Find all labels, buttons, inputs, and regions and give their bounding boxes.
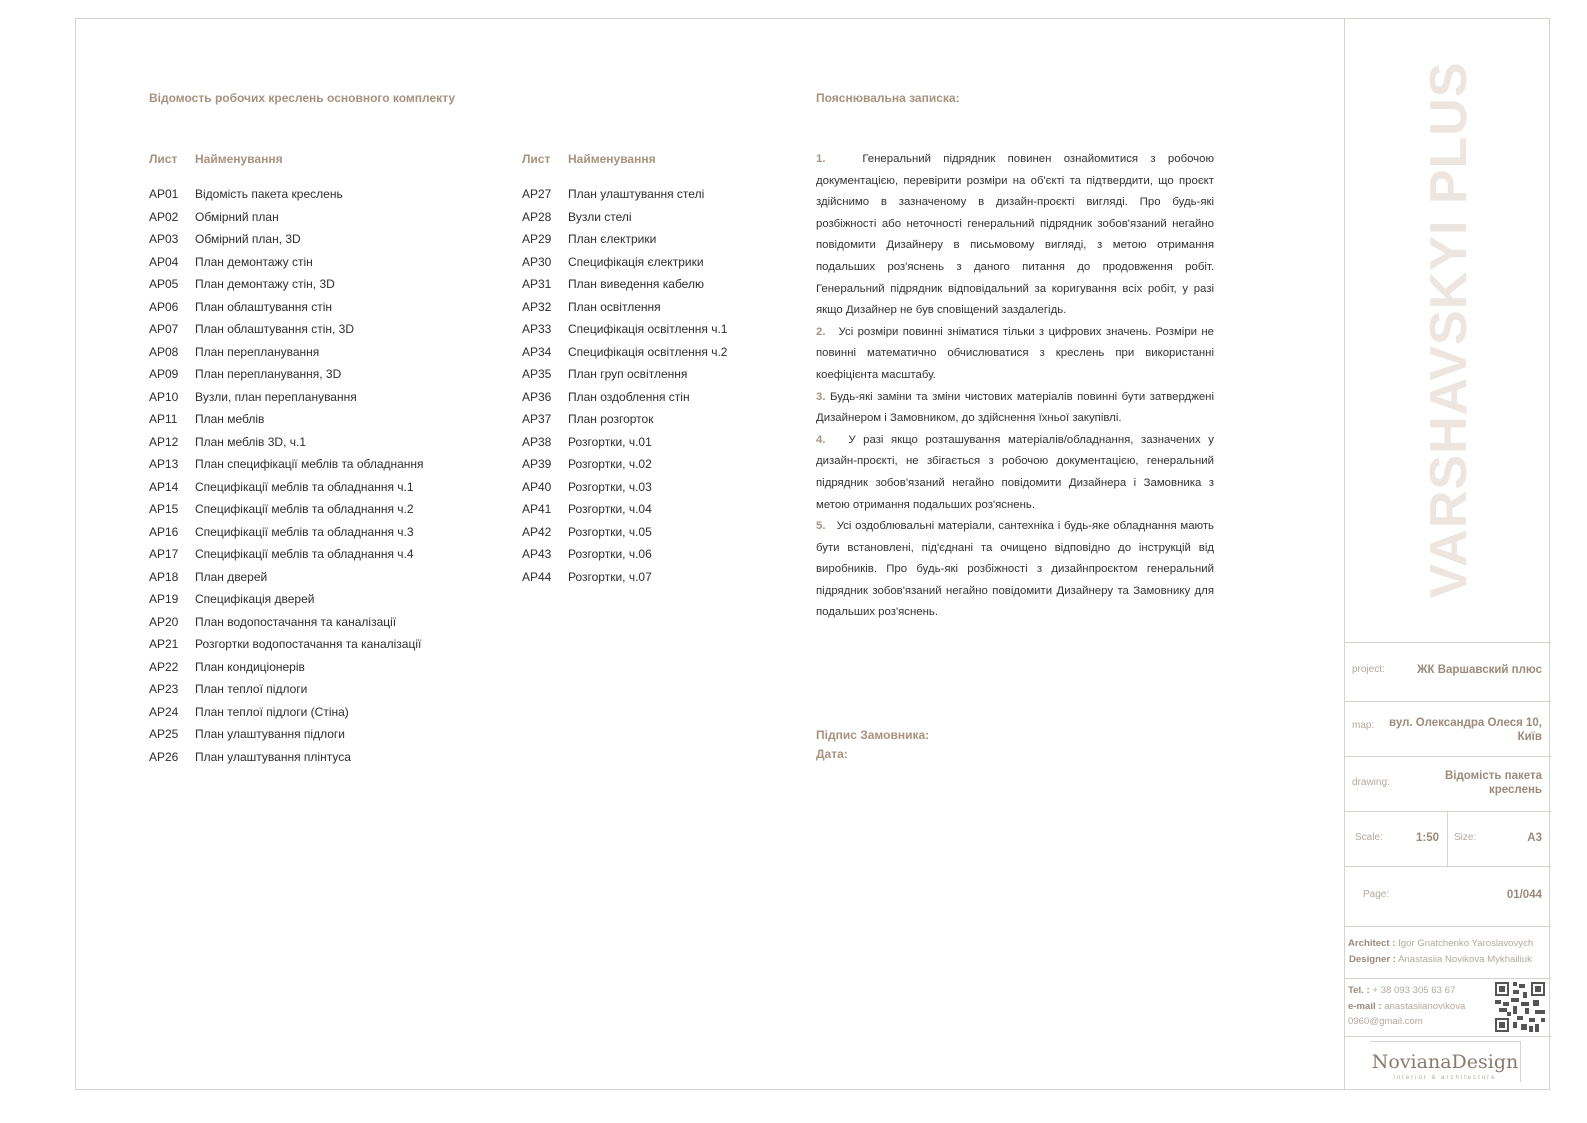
sheet-code: АР40 (522, 479, 552, 494)
sheet-code: АР01 (149, 187, 179, 201)
sheet-name: План демонтажу стін, 3D (195, 277, 335, 291)
sheet-name: Вузли, план перепланування (195, 389, 357, 404)
sheet-name: План теплої підлоги (Стіна) (195, 704, 349, 719)
sheet-name: Специфікації меблів та обладнання ч.4 (195, 547, 414, 561)
sheet-code: АР05 (149, 277, 179, 291)
sheet-name: План демонтажу стін (195, 254, 313, 269)
sheet-list-row (149, 521, 424, 544)
note-item: 4. У разі якщо розташування матеріалів/обладнання, зазначених у дизайн-проєкті, не збігається з робочою документацією, генеральний підрядник зобов'язаний негайно повідомити Дизайнера і Замовника з метою отримання подальших роз'яснень. (816, 433, 1214, 511)
contact-tel: Tel. : + 38 093 305 63 67 (1348, 985, 1456, 996)
sheet-name: Специфікація освітлення ч.2 (568, 344, 728, 359)
sheet-code: АР07 (149, 322, 179, 336)
sheet-name: Обмірний план (195, 209, 279, 224)
sheet-code: АР44 (522, 569, 552, 584)
sheet-name: План перепланування, 3D (195, 367, 342, 381)
notes-title: Пояснювальна записка: (816, 91, 960, 105)
sheet-list-row (149, 723, 424, 746)
sheet-name: Розгортки, ч.03 (568, 479, 652, 494)
logo-text: NovianaDesign (1371, 1051, 1519, 1073)
sheet-code: АР39 (522, 457, 552, 471)
sheet-list-row (149, 678, 424, 701)
sheet-list-row (149, 318, 424, 341)
sheet-list-row (522, 543, 727, 566)
explanatory-notes (816, 149, 1214, 624)
sheet-code: АР26 (149, 749, 179, 764)
sheet-list-row (522, 521, 727, 544)
sheet-list-row (522, 498, 727, 521)
sheet-name: Відомість пакета креслень (195, 187, 343, 201)
sheet-code: АР27 (522, 187, 552, 201)
date-label: Дата: (816, 747, 848, 761)
sheet-code: АР18 (149, 569, 179, 584)
left-sheet-list (149, 183, 424, 768)
drawing-label: drawing: (1352, 777, 1390, 788)
sheet-list-row (149, 701, 424, 724)
note-item: 1. Генеральний підрядник повинен ознайомитися з робочою документацією, перевірити розміри на об'єкті та підтвердити, що проєкт здійснимо в зазначеному в дизайн-проєкті вигляді. Про будь-які розбіжності або неточності генеральний підрядник зобов'язаний негайно повідомити Дизайнеру в письмовому вигляді, з метою отримання подальших роз'яснень з даного питання до продовження робіт. Генеральний підрядник відповідальний за коригування всіх робіт, у разі якщо Дизайнер не був сповіщений заздалегідь. (816, 153, 1214, 317)
sheet-list-row (149, 228, 424, 251)
size-label: Size: (1454, 832, 1477, 843)
sheet-list-row (149, 273, 424, 296)
sheet-list-title: Відомость робочих креслень основного комплекту (149, 91, 456, 105)
sheet-list-row (149, 746, 424, 769)
sheet-list-row (149, 633, 424, 656)
sheet-name: Розгортки, ч.04 (568, 502, 652, 516)
sheet-code: АР29 (522, 232, 552, 246)
sheet-name: План улаштування плінтуса (195, 749, 351, 764)
qr-code-icon (1495, 982, 1545, 1032)
sheet-name: План освітлення (568, 299, 661, 314)
sheet-name: План дверей (195, 569, 268, 584)
sheet-name: План груп освітлення (568, 367, 688, 381)
note-item: 3. Будь-які заміни та зміни чистових матеріалів повинні бути затверджені Дизайнером і Замовником, до здійснення їхньої закупівлі. (816, 390, 1214, 425)
sheet-code: АР14 (149, 479, 179, 494)
sheet-code: АР42 (522, 524, 552, 539)
sheet-name: Розгортки, ч.01 (568, 434, 652, 449)
sheet-list-row (149, 341, 424, 364)
project-value: ЖК Варшавский плюс (1417, 664, 1542, 676)
sheet-list-row (522, 318, 727, 341)
scale-value: 1:50 (1415, 832, 1439, 844)
sheet-code: АР08 (149, 344, 179, 359)
sheet-name: Специфікації меблів та обладнання ч.2 (195, 502, 414, 516)
sheet-name: План кондиціонерів (195, 659, 305, 674)
sheet-code: АР20 (149, 614, 179, 629)
sheet-code: АР32 (522, 299, 552, 314)
drawing-value: Відомість пакета креслень (1444, 770, 1542, 796)
sheet-code: АР38 (522, 434, 552, 449)
sheet-code: АР06 (149, 299, 179, 314)
sheet-list-row (522, 363, 727, 386)
project-watermark-title: VARSHAVSKYI PLUS (1420, 61, 1478, 599)
sheet-list-row (149, 363, 424, 386)
right-name-header: Найменування (568, 152, 656, 166)
sheet-list-row (522, 296, 727, 319)
sheet-list-row (149, 588, 424, 611)
sheet-name: План перепланування (195, 344, 320, 359)
sheet-name: Розгортки водопостачання та каналізації (195, 637, 422, 651)
sheet-code: АР21 (149, 637, 179, 651)
sheet-list-row (149, 656, 424, 679)
contact-email-cont: 0960@gmail.com (1348, 1016, 1423, 1027)
sheet-name: Специфікації меблів та обладнання ч.1 (195, 479, 414, 494)
sheet-code: АР02 (149, 209, 179, 224)
sheet-code: АР30 (522, 254, 552, 269)
sheet-code: АР16 (149, 524, 179, 539)
sheet-list-row (522, 206, 727, 229)
sheet-list-row (522, 431, 727, 454)
sheet-code: АР41 (522, 502, 552, 516)
sheet-name: План меблів 3D, ч.1 (195, 434, 307, 449)
sheet-name: Розгортки, ч.05 (568, 524, 652, 539)
sheet-code: АР37 (522, 412, 552, 426)
sheet-code: АР19 (149, 592, 179, 606)
sheet-list-row (522, 453, 727, 476)
right-code-header: Лист (522, 152, 551, 166)
note-item: 5. Усі оздоблювальні матеріали, сантехніка і будь-яке обладнання мають бути встановлені, під'єднані та очищено відповідно до інструкцій від виробників. Про будь-які розбіжності з дизайнпроєктом генеральний підрядник зобов'язаний негайно повідомити Дизайнеру та Замовнику для подальших роз'яснень. (816, 520, 1214, 619)
sheet-code: АР10 (149, 389, 179, 404)
sheet-code: АР17 (149, 547, 179, 561)
sheet-name: План облаштування стін (195, 299, 332, 314)
sheet-code: АР36 (522, 389, 552, 404)
architect-credit: Architect : Igor Gnatchenko Yaroslavovych (1348, 938, 1534, 949)
sheet-list-row (522, 408, 727, 431)
sheet-code: АР23 (149, 682, 179, 696)
sheet-code: АР04 (149, 254, 179, 269)
sheet-list-row (149, 453, 424, 476)
sheet-code: АР25 (149, 727, 179, 741)
sheet-list-row (522, 228, 727, 251)
sheet-list-row (522, 386, 727, 409)
map-value: вул. Олександра Олеся 10, Київ (1389, 717, 1542, 743)
left-code-header: Лист (149, 152, 178, 166)
left-name-header: Найменування (195, 152, 283, 166)
note-item: 2. Усі розміри повинні зніматися тільки з цифрових значень. Розміри не повинні математично обчислюватися з креслень при використанні коефіцієнта масштабу. (816, 325, 1215, 381)
sheet-code: АР22 (149, 659, 179, 674)
sheet-name: План єлектрики (568, 232, 657, 246)
sheet-list-row (149, 296, 424, 319)
sheet-name: Розгортки, ч.06 (568, 547, 652, 561)
sheet-name: План водопостачання та каналізації (195, 614, 397, 629)
sheet-name: План розгорток (568, 412, 654, 426)
sheet-list-row (522, 251, 727, 274)
sheet-code: АР24 (149, 704, 179, 719)
sheet-list-row (149, 611, 424, 634)
sheet-list-row (522, 476, 727, 499)
sheet-name: Специфікація освітлення ч.1 (568, 322, 728, 336)
sheet-name: Обмірний план, 3D (195, 232, 301, 246)
contact-email: e-mail : anastasiianovikova (1348, 1001, 1466, 1012)
sheet-code: АР12 (149, 434, 179, 449)
sheet-list-row (522, 566, 727, 589)
sheet-list-row (149, 408, 424, 431)
sheet-code: АР09 (149, 367, 179, 381)
sheet-code: АР13 (149, 457, 179, 471)
sheet-list-row (149, 566, 424, 589)
sheet-list-row (149, 543, 424, 566)
left-list-header (149, 152, 283, 166)
sheet-list-row (522, 273, 727, 296)
designer-credit: Designer : Anastasiia Novikova Mykhailiuk (1349, 954, 1532, 965)
sheet-code: АР15 (149, 502, 179, 516)
sheet-name: План меблів (195, 412, 265, 426)
sheet-list-row (149, 386, 424, 409)
sheet-name: Вузли стелі (568, 209, 632, 224)
sheet-list-row (522, 341, 727, 364)
sheet-code: АР34 (522, 344, 552, 359)
company-logo (1370, 1041, 1521, 1082)
sheet-name: План оздоблення стін (568, 389, 690, 404)
map-label: map: (1352, 720, 1375, 731)
sheet-name: Специфікації меблів та обладнання ч.3 (195, 524, 414, 539)
page-label: Page: (1363, 889, 1390, 900)
scale-label: Scale: (1355, 832, 1383, 843)
right-list-header (522, 152, 656, 166)
sheet-name: План виведення кабелю (568, 277, 704, 291)
sheet-name: Специфікація дверей (195, 592, 315, 606)
sheet-code: АР03 (149, 232, 179, 246)
project-label: project: (1352, 664, 1385, 675)
sheet-list-row (149, 251, 424, 274)
logo-tagline: interior & architecture (1393, 1075, 1497, 1081)
sheet-name: План облаштування стін, 3D (195, 322, 354, 336)
client-signature-label: Підпис Замовника: (816, 728, 930, 742)
sheet-list-row (522, 183, 727, 206)
right-sheet-list (522, 183, 727, 588)
sheet-name: План теплої підлоги (195, 682, 308, 696)
sheet-name: План улаштування підлоги (195, 727, 345, 741)
sheet-list-row (149, 206, 424, 229)
page-value: 01/044 (1506, 889, 1542, 901)
sheet-list-row (149, 183, 424, 206)
sheet-name: Специфікація єлектрики (568, 254, 704, 269)
sheet-name: План улаштування стелі (568, 187, 705, 201)
sheet-code: АР31 (522, 277, 552, 291)
sheet-code: АР28 (522, 209, 552, 224)
sheet-code: АР11 (149, 412, 178, 426)
sheet-name: Розгортки, ч.07 (568, 569, 652, 584)
sheet-code: АР33 (522, 322, 552, 336)
sheet-name: План специфікації меблів та обладнання (195, 457, 424, 471)
size-value: A3 (1527, 832, 1542, 844)
sheet-list-row (149, 431, 424, 454)
sheet-list-row (149, 498, 424, 521)
sheet-code: АР35 (522, 367, 552, 381)
sheet-list-row (149, 476, 424, 499)
sheet-name: Розгортки, ч.02 (568, 457, 652, 471)
sheet-code: АР43 (522, 547, 552, 561)
